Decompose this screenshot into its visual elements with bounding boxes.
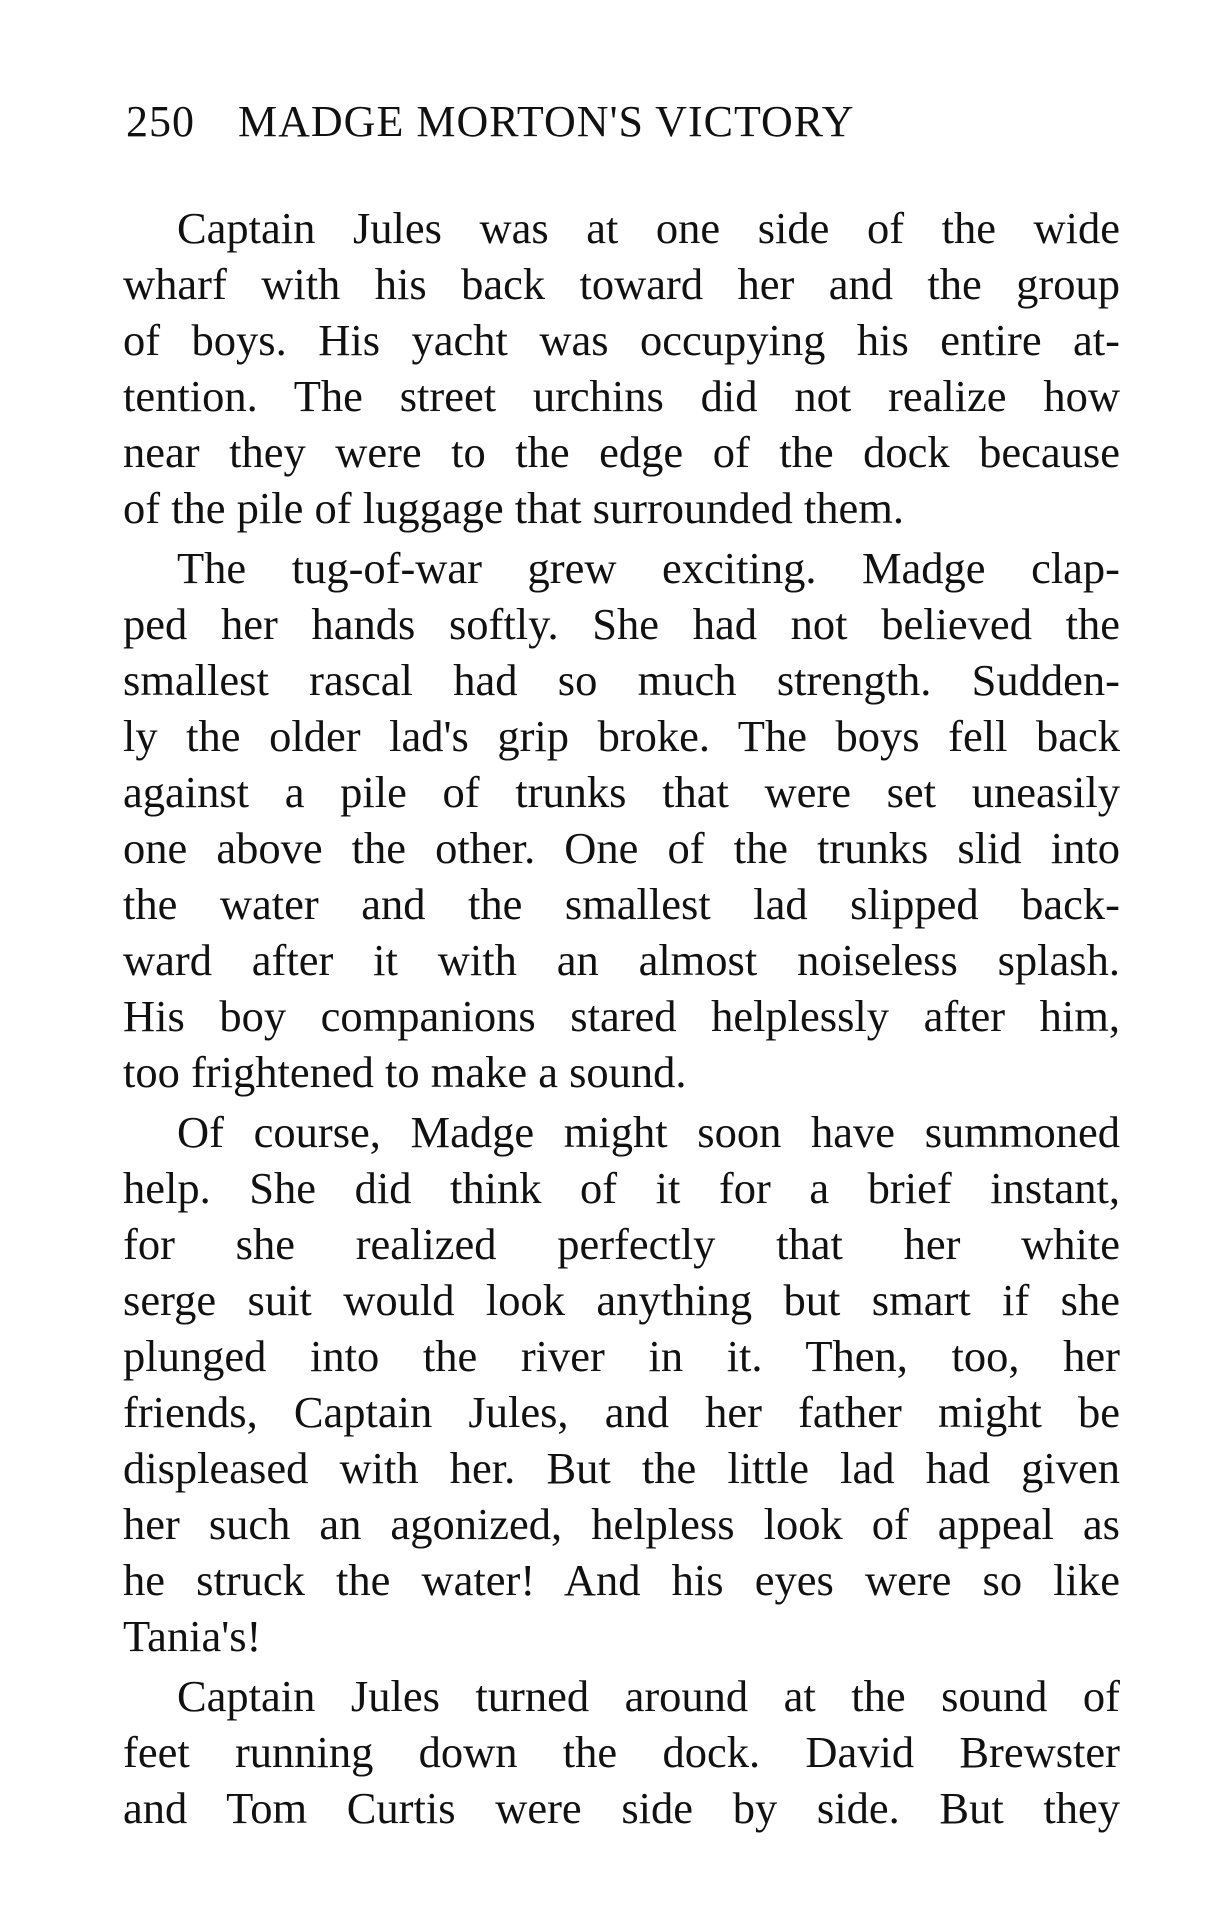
page-header <box>126 96 1046 147</box>
text-line: displeased with her. But the little lad had given <box>123 1443 1120 1493</box>
text-line: Captain Jules was at one side of the wide <box>177 203 1120 253</box>
text-line: he struck the water! And his eyes were so like <box>123 1555 1120 1605</box>
text-line: ly the older lad's grip broke. The boys fell back <box>123 711 1120 761</box>
paragraph <box>123 200 1120 536</box>
text-line: His boy companions stared helplessly after him, <box>123 991 1120 1041</box>
text-line: help. She did think of it for a brief instant, <box>123 1163 1120 1213</box>
text-line: of the pile of luggage that surrounded them. <box>123 483 905 533</box>
paragraph <box>123 1104 1120 1664</box>
text-line: ped her hands softly. She had not believed the <box>123 599 1120 649</box>
paragraph <box>123 540 1120 1100</box>
text-line: tention. The street urchins did not realize how <box>123 371 1120 421</box>
text-line: plunged into the river in it. Then, too, her <box>123 1331 1120 1381</box>
text-line: feet running down the dock. David Brewster <box>123 1727 1120 1777</box>
text-line: Captain Jules turned around at the sound of <box>177 1671 1120 1721</box>
text-line: Tania's! <box>123 1611 262 1661</box>
text-line: her such an agonized, helpless look of appeal as <box>123 1499 1120 1549</box>
text-line: and Tom Curtis were side by side. But they <box>123 1783 1120 1833</box>
text-line: wharf with his back toward her and the group <box>123 259 1120 309</box>
text-line: ward after it with an almost noiseless splash. <box>123 935 1120 985</box>
body-text <box>123 200 1120 1836</box>
running-head: MADGE MORTON'S VICTORY <box>238 97 855 146</box>
text-line: serge suit would look anything but smart if she <box>123 1275 1120 1325</box>
text-line: The tug-of-war grew exciting. Madge clap- <box>177 543 1120 593</box>
text-line: friends, Captain Jules, and her father might be <box>123 1387 1120 1437</box>
text-line: too frightened to make a sound. <box>123 1047 687 1097</box>
text-line: the water and the smallest lad slipped back- <box>123 879 1120 929</box>
text-line: near they were to the edge of the dock because <box>123 427 1120 477</box>
text-line: one above the other. One of the trunks slid into <box>123 823 1120 873</box>
text-line: smallest rascal had so much strength. Sudden- <box>123 655 1120 705</box>
text-line: Of course, Madge might soon have summoned <box>177 1107 1120 1157</box>
text-line: for she realized perfectly that her white <box>123 1219 1120 1269</box>
paragraph <box>123 1668 1120 1836</box>
text-line: of boys. His yacht was occupying his entire at- <box>123 315 1120 365</box>
page-number: 250 <box>126 97 195 146</box>
text-line: against a pile of trunks that were set uneasily <box>123 767 1120 817</box>
